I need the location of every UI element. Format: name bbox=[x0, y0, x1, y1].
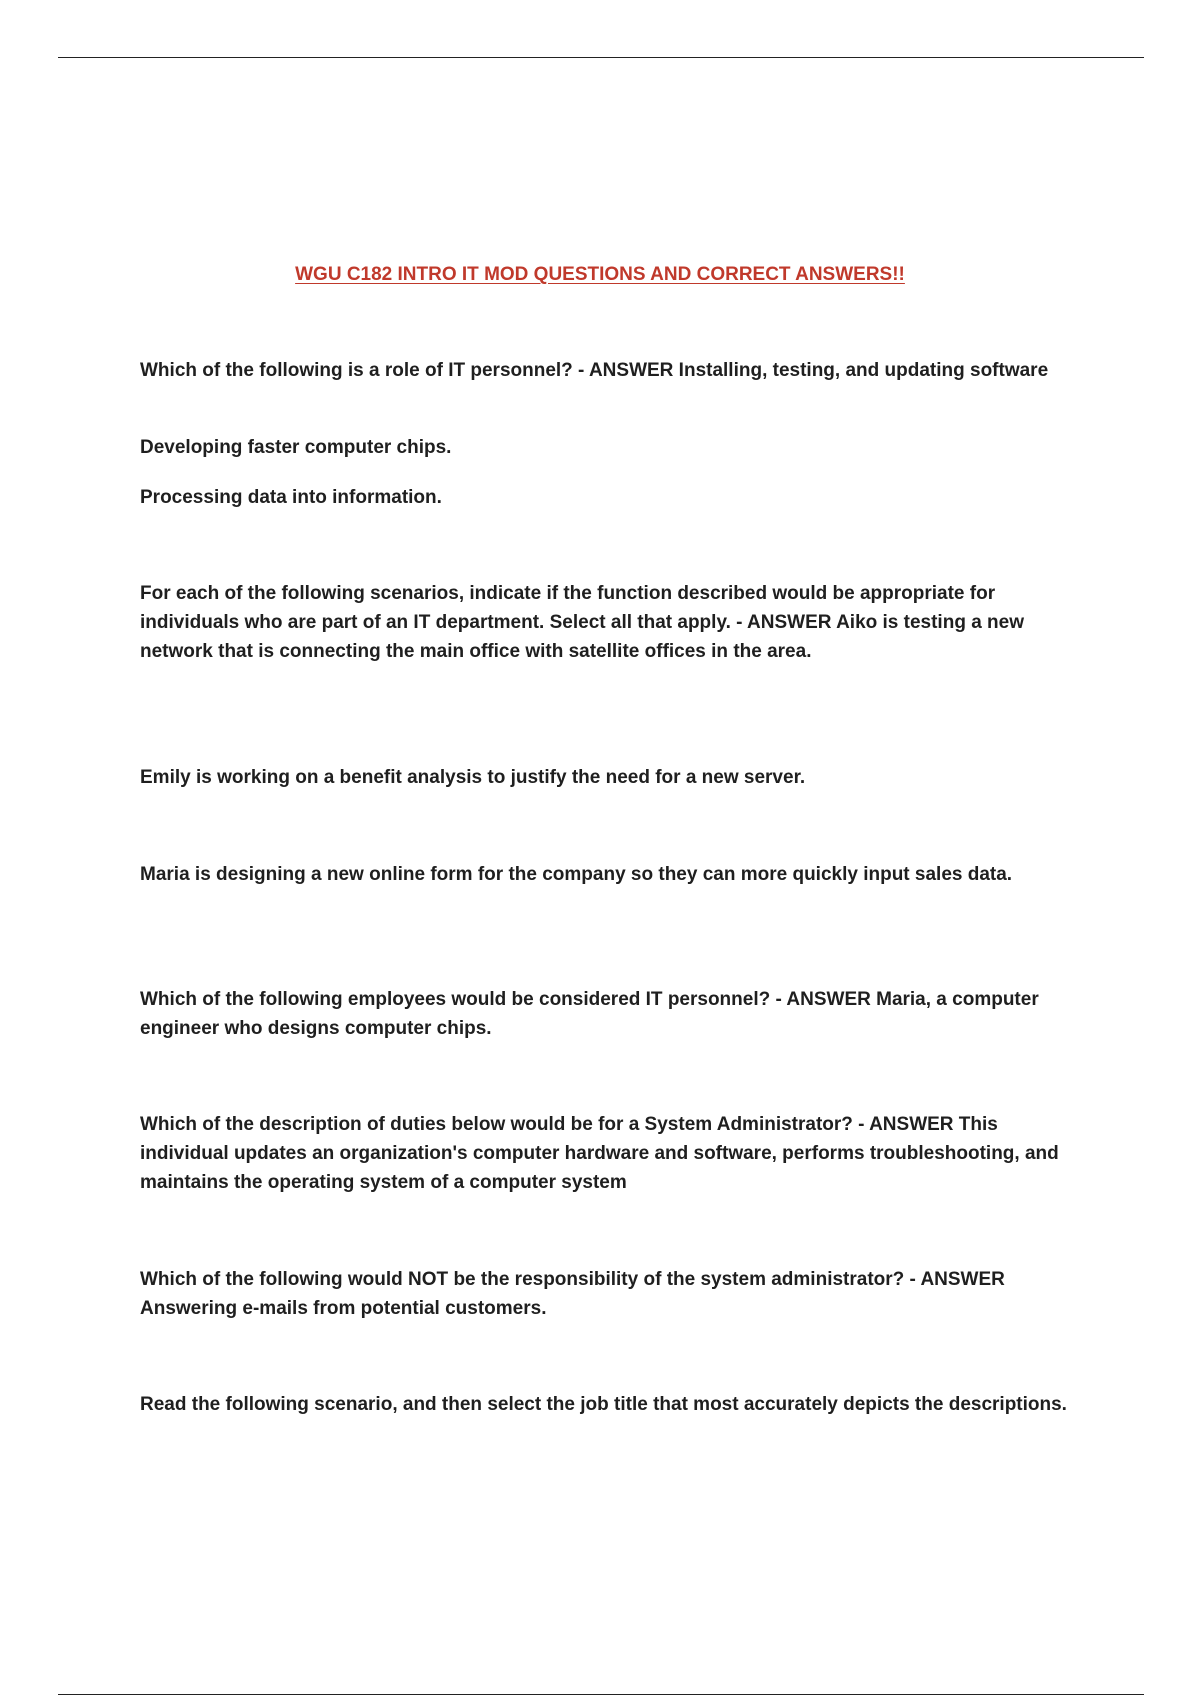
paragraph-7: Which of the following employees would be considered IT personnel? - ANSWER Maria, a computer engineer who designs computer chips. bbox=[140, 989, 1039, 1039]
top-rule bbox=[58, 57, 1144, 58]
document-title: WGU C182 INTRO IT MOD QUESTIONS AND CORRECT ANSWERS!! bbox=[295, 264, 905, 285]
bottom-rule bbox=[58, 1694, 1144, 1695]
paragraph-5: Emily is working on a benefit analysis to justify the need for a new server. bbox=[140, 767, 806, 788]
paragraph-8: Which of the description of duties below would be for a System Administrator? - ANSWER This individual updates an organization's computer hardware and software, performs troubleshooting, and maintains the operating system of a computer system bbox=[140, 1114, 1059, 1193]
paragraph-9: Which of the following would NOT be the responsibility of the system administrator? - ANSWER Answering e-mails from potential customers. bbox=[140, 1269, 1005, 1319]
paragraph-2: Developing faster computer chips. bbox=[140, 437, 452, 458]
paragraph-10: Read the following scenario, and then select the job title that most accurately depicts the descriptions. bbox=[140, 1394, 1067, 1415]
paragraph-6: Maria is designing a new online form for the company so they can more quickly input sales data. bbox=[140, 864, 1013, 885]
paragraph-1: Which of the following is a role of IT personnel? - ANSWER Installing, testing, and updating software bbox=[140, 360, 1049, 381]
paragraph-4: For each of the following scenarios, indicate if the function described would be appropriate for individuals who are part of an IT department. Select all that apply. - ANSWER Aiko is testing a new network that is connecting the main office with satellite offices in the area. bbox=[140, 583, 1025, 662]
paragraph-3: Processing data into information. bbox=[140, 487, 442, 508]
